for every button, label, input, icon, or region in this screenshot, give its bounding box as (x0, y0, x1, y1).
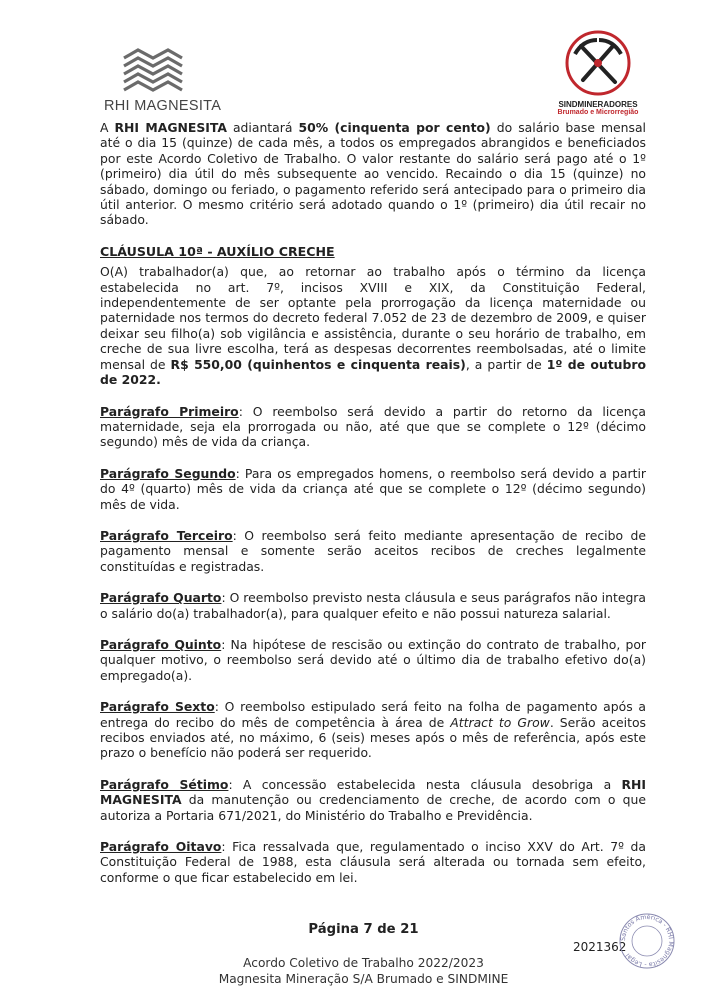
rhi-logo-icon (118, 44, 188, 96)
document-body (100, 120, 646, 885)
union-name: SINDMINERADORES (558, 100, 638, 109)
pickaxe-seal-icon (563, 28, 633, 98)
paragraph-first: Parágrafo Primeiro: O reembolso será devido a partir do retorno da licença maternidade, seja ela prorrogada ou não, até que que se complete o 12º (décimo segundo) mês de vida da criança. (100, 403, 646, 450)
paragraph-eighth: Parágrafo Oitavo: Fica ressalvada que, regulamentado o inciso XXV do Art. 7º da Constituição Federal de 1988, esta cláusula será alterada ou tornada sem efeito, conforme o que ficar estabelecido em lei. (100, 839, 646, 885)
footer (0, 955, 727, 987)
paragraph-fourth: Parágrafo Quarto: O reembolso previsto nesta cláusula e seus parágrafos não integra o salário do(a) trabalhador(a), para qualquer efeito e não possui natureza salarial. (100, 590, 646, 621)
clause-heading: CLÁUSULA 10ª - AUXÍLIO CRECHE (100, 243, 335, 259)
brand-name: RHI MAGNESITA (104, 98, 222, 114)
document-id: 2021362 (573, 940, 627, 954)
paragraph-fifth: Parágrafo Quinto: Na hipótese de rescisão ou extinção do contrato de trabalho, por qualquer motivo, o reembolso será devido até o último dia de trabalho efetivo do(a) empregado(a). (100, 636, 646, 683)
paragraph-seventh: Parágrafo Sétimo: A concessão estabelecida nesta cláusula desobriga a RHI MAGNESITA da manutenção ou credenciamento de creche, de acordo com o que autoriza a Portaria 671/2021, do Ministério do Trabalho e Previdência. (100, 776, 646, 823)
paragraph-second: Parágrafo Segundo: Para os empregados homens, o reembolso será devido a partir do 4º (quarto) mês de vida da criança até que se complete o 12º (décimo segundo) mês de vida. (100, 465, 646, 512)
svg-text:Santos América - RHI Magnesita: Santos América - RHI Magnesita - Legal (619, 913, 675, 969)
sindmineradores-logo (556, 28, 640, 116)
footer-line-2: Magnesita Mineração S/A Brumado e SINDMINE (218, 972, 509, 986)
footer-line-1: Acordo Coletivo de Trabalho 2022/2023 (243, 956, 484, 970)
rhi-magnesita-logo (104, 44, 234, 114)
page-number: Página 7 de 21 (308, 922, 419, 937)
intro-paragraph: A RHI MAGNESITA adiantará 50% (cinquenta por cento) do salário base mensal até o dia 15 (quinze) de cada mês, a todos os empregados abrangidos e beneficiados por este Acordo Coletivo de Trabalho. O valor restante do salário será pago até o 1º (primeiro) dia útil do mês subsequente ao vencido. Recaindo o dia 15 (quinze) no sábado, domingo ou feriado, o pagamento referido será antecipado para o primeiro dia útil anterior. O mesmo critério será adotado quando o 1º (primeiro) dia útil recair no sábado. (100, 120, 646, 228)
paragraph-sixth: Parágrafo Sexto: O reembolso estipulado será feito na folha de pagamento após a entrega do recibo do mês de competência à área de Attract to Grow. Serão aceitos recibos enviados até, no máximo, 6 (seis) meses após o mês de referência, após este prazo o benefício não poderá ser requerido. (100, 699, 646, 761)
paragraph-third: Parágrafo Terceiro: O reembolso será feito mediante apresentação de recibo de pagamento mensal e somente serão aceitos recibos de creches legalmente constituídas e registradas. (100, 527, 646, 574)
clause-body: O(A) trabalhador(a) que, ao retornar ao trabalho após o término da licença estabelecida no art. 7º, incisos XVIII e XIX, da Constituição Federal, independentemente de ser optante pela prorrogação da licença maternidade ou paternidade nos termos do decreto federal 7.052 de 23 de dezembro de 2009, e quiser deixar seu filho(a) sob vigilância e assistência, durante o seu horário de trabalho, em creche de sua livre escolha, terá as despesas decorrentes reembolsadas, até o limite mensal de R$ 550,00 (quinhentos e cinquenta reais), a partir de 1º de outubro de 2022. (100, 264, 646, 388)
union-subtitle: Brumado e Microrregião (557, 109, 639, 116)
